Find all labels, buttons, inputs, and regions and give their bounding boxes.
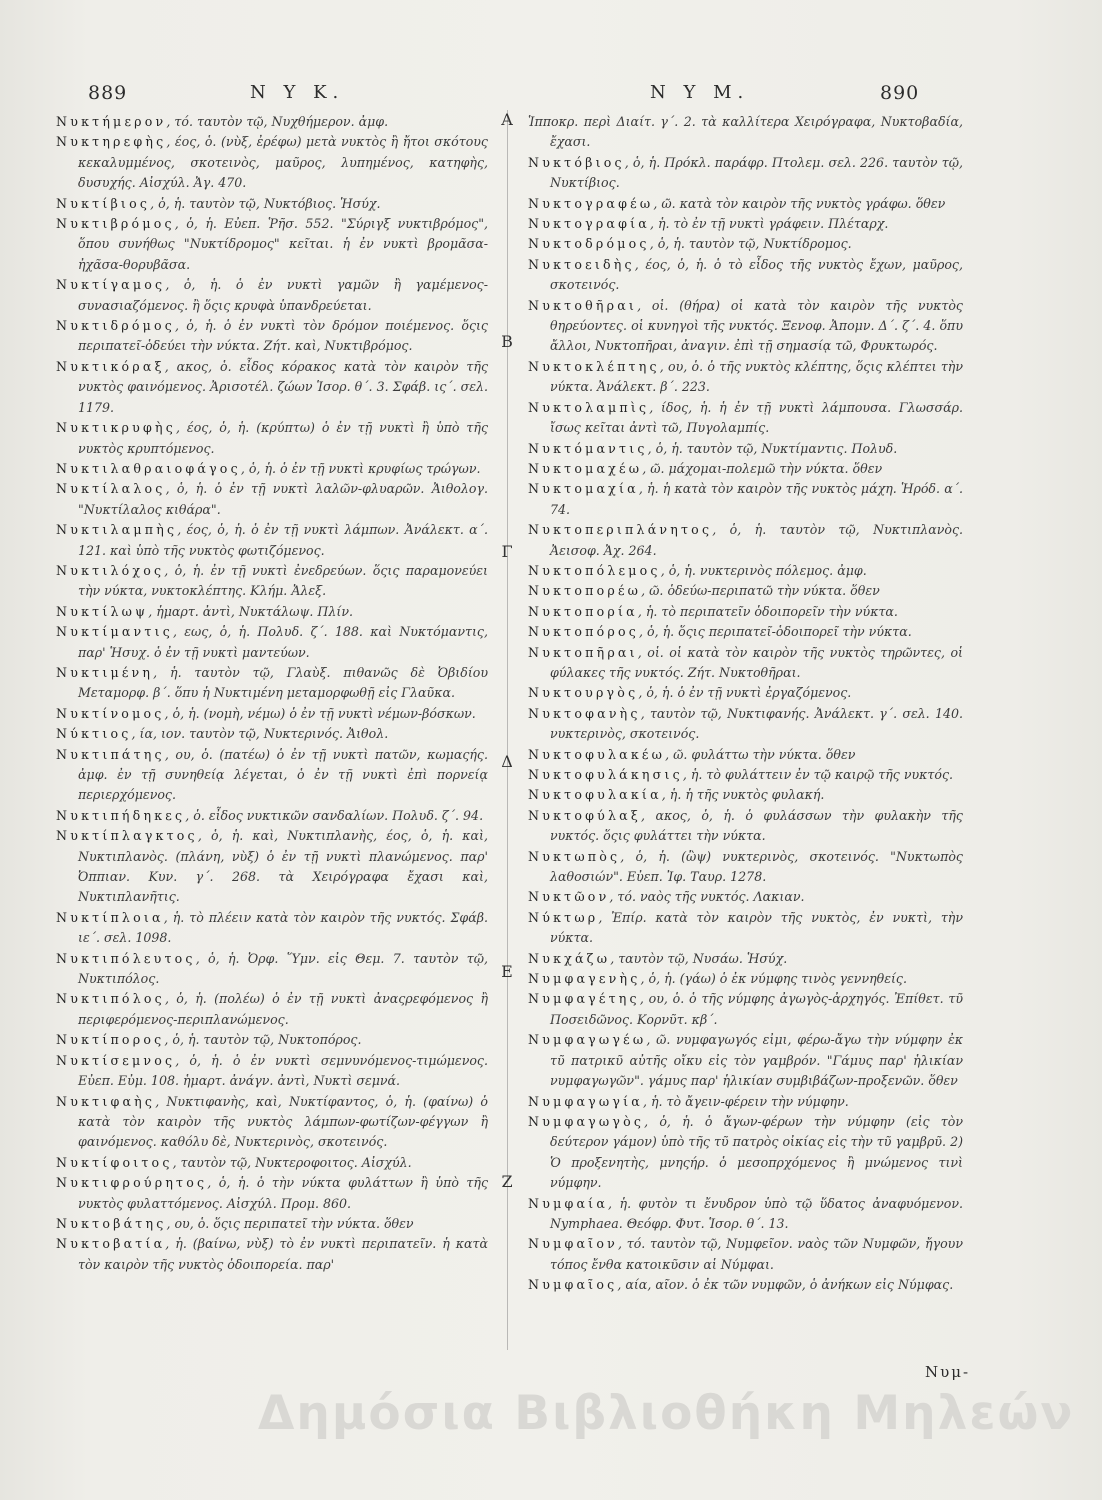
dictionary-entry	[528, 112, 963, 153]
entry-definition: , ἡ. ταυτὸν τῷ, Γλαὺξ. πιθανῶς δὲ Ὀβιδίου Μεταμορφ. β΄. ὅπυ ἡ Νυκτιμένη μεταμορφωθῇ εἰς Γλαῦκα.	[78, 664, 488, 701]
entry-definition: , ὁ, ἡ. ταυτὸν τῷ, Νυκτόβιος. Ἡσύχ.	[150, 195, 381, 211]
entry-definition: , ἡ. τὸ περιπατεῖν ὁδοιπορεῖν τὴν νύκτα.	[637, 603, 898, 619]
dictionary-entry	[528, 194, 963, 214]
entry-definition: , εως, ὁ, ἡ. Πολυδ. ζ΄. 188. καὶ Νυκτόμαντις, παρ' Ἡσυχ. ὁ ἐν τῇ νυκτὶ μαντεύων.	[78, 624, 488, 660]
entry-definition: , ου, ὁ. (πατέω) ὁ ἐν τῇ νυκτὶ πατῶν, κωμαςής. ἀμφ. ἐν τῇ συνηθείᾳ λέγεται, ὁ ἐν τῇ νυκτὶ ἐπὶ πορνείᾳ περιερχόμενος.	[78, 746, 488, 803]
dictionary-entry	[528, 296, 963, 357]
entry-definition: , ἡ. (βαίνω, νὺξ) τὸ ἐν νυκτὶ περιπατεῖν. ἡ κατὰ τὸν καιρὸν τῆς νυκτὸς ὁδοιπορεία. παρ'	[78, 1236, 488, 1272]
entry-definition: , ὁ, ἡ. ταυτὸν τῷ, Νυκτιπλανὸς. Ἀεισοφ. Ἀχ. 264.	[550, 522, 963, 558]
entry-headword: Νυκτήμερον	[56, 114, 167, 129]
entry-definition: , ὁ, ἡ. Πρόκλ. παράφρ. Πτολεμ. σελ. 226. ταυτὸν τῷ, Νυκτίβιος.	[550, 154, 963, 191]
dictionary-entry	[56, 1092, 488, 1153]
entry-headword: Νυκτόμαντις	[528, 440, 648, 456]
entry-definition: , ὁ, ἡ. ὁ ἐν νυκτὶ γαμῶν ἢ γαμέμενος-συνασιαζόμενος. ἢ ὅςις κρυφὰ ὑπανδρεύεται.	[78, 277, 488, 313]
entry-headword: Νυμφαγωγέω	[528, 1032, 647, 1048]
entry-definition: , ὁ, ἡ. ταυτὸν τῷ, Νυκτίμαντις. Πολυδ.	[647, 440, 898, 456]
dictionary-entry	[528, 908, 963, 949]
entry-headword: Νυκτίσεμνος	[56, 1052, 176, 1068]
dictionary-entry	[528, 622, 963, 642]
entry-headword: Νυμφαγωγὸς	[528, 1113, 645, 1129]
dictionary-entry	[56, 357, 488, 418]
entry-definition: , ἡ. τὸ ἄγειν-φέρειν τὴν νύμφην.	[642, 1093, 849, 1109]
dictionary-entry	[56, 622, 488, 663]
dictionary-entry	[56, 602, 488, 622]
entry-definition: , ἡ. τὸ πλέειν κατὰ τὸν καιρὸν τῆς νυκτός. Σφάβ. ιε΄. σελ. 1098.	[78, 909, 488, 946]
entry-definition: , τό. ναὸς τῆς νυκτός. Λακιαν.	[609, 889, 805, 905]
dictionary-entry	[56, 745, 488, 806]
entry-definition: , ίδος, ἡ. ἡ ἐν τῇ νυκτὶ λάμπουσα. Γλωσσάρ. ἴσως κεῖται ἀντὶ τῶ, Πυγολαμπίς.	[550, 399, 963, 436]
entry-headword: Νυκτικόραξ	[56, 358, 165, 374]
dictionary-entry	[528, 520, 963, 561]
entry-headword: Νυκτιπάτης	[56, 746, 165, 762]
dictionary-entry	[56, 479, 488, 520]
entry-headword: Νυκτογραφία	[528, 216, 650, 232]
entry-definition: , ὁ, ἡ. ὅςις περιπατεῖ-ὁδοιπορεῖ τὴν νύκτα.	[639, 624, 912, 640]
entry-definition: , έος, ὁ. (νὺξ, ἐρέφω) μετὰ νυκτὸς ἢ ἤτοι σκότους κεκαλυμμένος, σκοτεινὸς, μαῦρος, λυπημένος, κατηφὴς, δυσυχής. Αἰσχύλ. Ἀγ. 470.	[78, 134, 488, 191]
entry-headword: Νυκτολαμπὶς	[528, 399, 650, 415]
entry-definition: , ὁ, ἡ. (ὢψ) νυκτερινὸς, σκοτεινός. "Νυκτωπὸς λαθοσιών". Εὐεπ. Ἰφ. Ταυρ. 1278.	[550, 848, 963, 885]
entry-headword: Νυμφαία	[528, 1195, 609, 1211]
dictionary-entry	[56, 1051, 488, 1092]
entry-headword: Νυκτομαχέω	[528, 460, 643, 476]
entry-definition: , ὁ, ἡ. ταυτὸν τῷ, Νυκτίδρομος.	[649, 236, 852, 252]
entry-definition: , ὁ, ἡ. ὁ ἐν τῇ νυκτὶ κρυφίως τρώγων.	[240, 460, 481, 476]
page-number-right: 890	[880, 82, 920, 104]
entry-definition: , ὁ, ἡ. (γάω) ὁ ἐκ νύμφης τινὸς γεννηθείς.	[640, 971, 907, 987]
entry-definition: , ὁ, ἡ. ὁ ἐν νυκτὶ σεμνυνόμενος-τιμώμενος. Εὐεπ. Εὐμ. 108. ἡμαρτ. ἀνάγν. ἀντὶ, Νυκτὶ σεμνά.	[78, 1052, 488, 1089]
entry-headword: Νυκτίγαμος	[56, 277, 166, 293]
entry-definition: , ῶ. μάχομαι-πολεμῶ τὴν νύκτα. ὅθεν	[642, 460, 883, 476]
entry-definition: , ὁ, ἡ. (νομὴ, νέμω) ὁ ἐν τῇ νυκτὶ νέμων-βόσκων.	[164, 705, 476, 721]
entry-definition: , ὁ, ἡ. Ὀρφ. Ὕμν. εἰς Θεμ. 7. ταυτὸν τῷ, Νυκτιπόλος.	[78, 950, 488, 987]
entry-headword: Νυκτίπλοια	[56, 909, 164, 925]
entry-headword: Νυκτουργὸς	[528, 685, 639, 701]
entry-definition: , ὁ, ἡ. ὁ ἐν νυκτὶ τὸν δρόμον ποιέμενος. ὅςις περιπατεῖ-ὁδεύει τὴν νύκτα. Ζήτ. καὶ, Νυκτιβρόμος.	[78, 318, 488, 354]
dictionary-entry	[528, 847, 963, 888]
entry-headword: Νυκχάζω	[528, 950, 611, 966]
dictionary-entry	[528, 1234, 963, 1275]
entry-definition: , ὁ, ἡ. ἐν τῇ νυκτὶ ἐνεδρεύων. ὅςις παραμονεύει τὴν νύκτα, νυκτοκλέπτης. Κλήμ. Ἀλεξ.	[78, 562, 488, 599]
entry-definition: , ῶ. νυμφαγωγός εἰμι, φέρω-ἄγω τὴν νύμφην ἐκ τῦ πατρικῦ αὐτῆς οἴκυ εἰς τὸν γαμβρόν. "Γάμυς παρ' ἡλικίαν νυμφαγωγῶν". γάμυς παρ' ἡλικίαν συμβιβάζων-προξενῶν. ὅθεν	[550, 1032, 963, 1089]
dictionary-entry	[528, 806, 963, 847]
section-marker: Γ	[501, 542, 513, 561]
entry-definition: , ὁ, ἡ. ὁ ἄγων-φέρων τὴν νύμφην (εἰς τὸν δεύτερον γάμον) ὑπὸ τῆς τῦ πατρὸς οἰκίας εἰς τὴν τῦ γαμβρῦ. 2) Ὁ προξενητὴς, μνηςήρ. ὁ μεσοπρχόμενος ἢ μνώμενος τινὶ νύμφην.	[550, 1113, 963, 1191]
entry-definition: , αία, αῖον. ὁ ἐκ τῶν νυμφῶν, ὁ ἀνήκων εἰς Νύμφας.	[617, 1277, 954, 1293]
entry-headword: Νυκτοπόλεμος	[528, 562, 661, 578]
entry-headword: Νυκτωπὸς	[528, 848, 621, 864]
dictionary-entry	[56, 418, 488, 459]
entry-definition: , ἡ. ἡ τῆς νυκτὸς φυλακή.	[661, 787, 825, 803]
dictionary-entry	[56, 1153, 488, 1173]
entry-headword: Νυκτοφυλακία	[528, 787, 662, 803]
entry-headword: Νυμφαγενὴς	[528, 971, 641, 987]
entry-definition: , ἡ. ἡ κατὰ τὸν καιρὸν τῆς νυκτὸς μάχη. Ἡρόδ. α΄. 74.	[550, 481, 963, 517]
entry-headword: Νυκτιμένη	[56, 664, 154, 680]
dictionary-entry	[56, 1173, 488, 1214]
entry-headword: Νυκτοδρόμος	[528, 236, 650, 252]
entry-headword: Νυκτίβιος	[56, 195, 151, 211]
entry-headword: Νυκτίφοιτος	[56, 1154, 173, 1170]
entry-definition: , ία, ιον. ταυτὸν τῷ, Νυκτερινός. Ἀιθολ.	[131, 726, 389, 742]
entry-headword: Νυκτιλαμπὴς	[56, 522, 178, 538]
dictionary-entry	[56, 561, 488, 602]
entry-definition: , ῶ. φυλάττω τὴν νύκτα. ὅθεν	[665, 746, 856, 762]
dictionary-entry	[528, 765, 963, 785]
dictionary-entry	[56, 214, 488, 275]
entry-definition: , τό. ταυτὸν τῷ, Νυμφεῖον. ναὸς τῶν Νυμφῶν, ἤγουν τόπος ἔνθα κατοικῦσιν αἱ Νύμφαι.	[550, 1236, 963, 1272]
dictionary-entry	[528, 561, 963, 581]
entry-definition: , ῶ. ὁδεύω-περιπατῶ τὴν νύκτα. ὅθεν	[641, 583, 880, 599]
entry-definition: , ου, ὁ. ὅςις περιπατεῖ τὴν νύκτα. ὅθεν	[166, 1215, 414, 1231]
catchword: Νυμ-	[925, 1363, 971, 1381]
entry-definition: , ἡ. φυτὸν τι ἔνυδρον ὑπὸ τῷ ὕδατος ἀναφυόμενον. Nymphaea. Θεόφρ. Φυτ. Ἱσορ. θ΄. 13.	[550, 1195, 963, 1231]
dictionary-entry	[528, 887, 963, 907]
dictionary-entry	[528, 398, 963, 439]
dictionary-entry	[528, 683, 963, 703]
entry-definition: , ῶ. κατὰ τὸν καιρὸν τῆς νυκτὸς γράφω. ὅθεν	[653, 195, 946, 211]
entry-headword: Νυκτίπορος	[56, 1032, 165, 1048]
entry-headword: Νυκτομαχία	[528, 481, 639, 497]
entry-headword: Νυκτίμαντις	[56, 624, 173, 640]
entry-definition: , ταυτὸν τῷ, Νυκτιφανής. Ἀνάλεκτ. γ΄. σελ. 140. νυκτερινὸς, σκοτεινός.	[550, 705, 963, 742]
running-head-right: Ν Υ Μ.	[650, 82, 750, 103]
entry-definition: , ὁ, ἡ. καὶ, Νυκτιπλανὴς, έος, ὁ, ἡ. καὶ, Νυκτιπλανὸς. (πλάνη, νὺξ) ὁ ἐν τῇ νυκτὶ πλανώμενος. παρ' Ὀππιαν. Κυν. γ΄. 268. τὰ Χειρόγραφα ἔχασι καὶ, Νυκτιπλανῆτις.	[78, 828, 488, 905]
dictionary-entry	[56, 1214, 488, 1234]
dictionary-entry	[528, 602, 963, 622]
entry-definition: , ακος, ὁ. εἶδος κόρακος κατὰ τὸν καιρὸν τῆς νυκτὸς φαινόμενος. Ἀρισοτέλ. ζώων Ἱσορ. θ΄. 3. Σφάβ. ις΄. σελ. 1179.	[78, 358, 488, 415]
entry-headword: Νυκτοβατία	[56, 1236, 166, 1252]
section-marker: Ζ	[501, 1172, 513, 1191]
dictionary-entry	[528, 459, 963, 479]
entry-headword: Νυκτοφύλαξ	[528, 807, 641, 823]
dictionary-entry	[528, 969, 963, 989]
entry-definition: , ὁ, ἡ. ταυτὸν τῷ, Νυκτοπόρος.	[164, 1032, 362, 1048]
dictionary-entry	[528, 234, 963, 254]
dictionary-entry	[56, 275, 488, 316]
entry-definition: , ὁ. εἶδος νυκτικῶν σανδαλίων. Πολυδ. ζ΄. 94.	[185, 807, 484, 823]
entry-headword: Νυκτοφυλακέω	[528, 746, 666, 762]
entry-definition: , ταυτὸν τῷ, Νυκτεροφοιτος. Αἰσχύλ.	[172, 1154, 412, 1170]
dictionary-entry	[528, 153, 963, 194]
entry-headword: Νυκτοφυλάκησις	[528, 767, 683, 782]
right-column	[528, 112, 963, 1296]
section-marker: Δ	[501, 752, 513, 771]
entry-headword: Νυκτιβρόμος	[56, 216, 175, 232]
entry-definition: , ὁ, ἡ. ὁ ἐν τῇ νυκτὶ λαλῶν-φλυαρῶν. Ἀιθολογ. "Νυκτίλαλος κιθάρα".	[78, 481, 488, 517]
dictionary-entry	[56, 194, 488, 214]
entry-headword: Νυκτόβιος	[528, 154, 625, 170]
entry-headword: Νυκτικρυφὴς	[56, 420, 176, 436]
entry-headword: Νυκτιλόχος	[56, 562, 165, 578]
entry-headword: Νυμφαγέτης	[528, 991, 640, 1007]
entry-headword: Νυκτιπόλευτος	[56, 950, 196, 966]
entry-headword: Νυμφαῖος	[528, 1277, 618, 1293]
dictionary-entry	[528, 357, 963, 398]
entry-definition: , ακος, ὁ, ἡ. ὁ φυλάσσων τὴν φυλακὴν τῆς νυκτός. ὅςις φυλάττει τὴν νύκτα.	[550, 807, 963, 844]
entry-headword: Νυκτογραφέω	[528, 195, 654, 211]
entry-headword: Νυκτοθῆραι	[528, 297, 638, 313]
entry-definition: , ὁ, ἡ. νυκτερινὸς πόλεμος. ἀμφ.	[660, 562, 867, 578]
dictionary-entry	[528, 255, 963, 296]
entry-definition: , οἱ. (θήρα) οἱ κατὰ τὸν καιρὸν τῆς νυκτὸς θηρεύοντες. οἱ κυνηγοὶ τῆς νυκτός. Ξενοφ. Ἀπομν. Δ΄. ζ΄. 4. ὅπυ ἄλλοι, Νυκτοπῆραι, ἀναγιν. ἐπὶ τῇ σημασίᾳ τῶ, Φρυκτωρός.	[550, 297, 963, 354]
entry-definition: , ἡ. τὸ φυλάττειν ἐν τῷ καιρῷ τῆς νυκτός.	[682, 767, 954, 782]
dictionary-entry	[528, 1092, 963, 1112]
entry-headword: Νυκτοειδὴς	[528, 256, 635, 272]
dictionary-entry	[528, 745, 963, 765]
entry-headword: Νυκτιδρόμος	[56, 318, 176, 334]
entry-definition: , ὁ, ἡ. Εὐεπ. Ῥῆσ. 552. "Σύριγξ νυκτιβρόμος", ὅπου συνήθως "Νυκτίδρομος" κεῖται. ἡ ἐν νυκτὶ βρομᾶσα-ἠχᾶσα-θορυβᾶσα.	[78, 216, 488, 272]
dictionary-entry	[528, 1194, 963, 1235]
dictionary-entry	[56, 806, 488, 826]
entry-headword: Νυκτοπορέω	[528, 583, 642, 599]
dictionary-entry	[56, 316, 488, 357]
entry-headword: Νυκτῶον	[528, 889, 610, 905]
entry-headword: Νυκτιφαὴς	[56, 1093, 156, 1109]
entry-definition: , ου, ὁ. ὁ τῆς νύμφης ἀγωγὸς-ἀρχηγός. Ἐπίθετ. τῦ Ποσειδῶνος. Κορνῦτ. κβ΄.	[550, 991, 963, 1027]
entry-headword: Νυκτοβάτης	[56, 1215, 167, 1231]
entry-definition: Ἱπποκρ. περὶ Διαίτ. γ΄. 2. τὰ καλλίτερα Χειρόγραφα, Νυκτοβαδία, ἔχασι.	[528, 114, 963, 150]
entry-headword: Νυκτηρεφὴς	[56, 134, 167, 150]
entry-definition: , Ἐπίρ. κατὰ τὸν καιρὸν τῆς νυκτὸς, ἐν νυκτὶ, τὴν νύκτα.	[550, 909, 963, 946]
entry-headword: Νυκτίπλαγκτος	[56, 828, 198, 844]
dictionary-entry	[56, 520, 488, 561]
entry-definition: , ταυτὸν τῷ, Νυσάω. Ἡσύχ.	[610, 950, 788, 966]
dictionary-entry	[528, 704, 963, 745]
dictionary-entry	[56, 908, 488, 949]
dictionary-entry	[528, 989, 963, 1030]
section-marker: Α	[501, 110, 513, 129]
dictionary-entry	[528, 949, 963, 969]
entry-headword: Νυκτοκλέπτης	[528, 358, 660, 374]
dictionary-entry	[56, 459, 488, 479]
page-number-left: 889	[88, 82, 128, 104]
entry-definition: , έος, ὁ, ἡ. (κρύπτω) ὁ ἐν τῇ νυκτὶ ἢ ὑπὸ τῆς νυκτὸς κρυπτόμενος.	[78, 420, 488, 456]
entry-headword: Νυκτοπόρος	[528, 624, 639, 640]
entry-headword: Νυκτοπῆραι	[528, 644, 638, 660]
running-head-left: Ν Υ Κ.	[250, 82, 345, 103]
entry-definition: , τό. ταυτὸν τῷ, Νυχθήμερον. ἀμφ.	[166, 114, 389, 129]
left-column	[56, 112, 488, 1275]
column-rule	[507, 110, 508, 1350]
entry-definition: , ὁ, ἡ. ὁ ἐν τῇ νυκτὶ ἐργαζόμενος.	[638, 685, 852, 701]
entry-definition: , ἡ. τὸ ἐν τῇ νυκτὶ γράφειν. Πλέταρχ.	[650, 216, 889, 232]
entry-headword: Νυκτιφρούρητος	[56, 1175, 208, 1191]
dictionary-entry	[528, 439, 963, 459]
dictionary-entry	[56, 1030, 488, 1050]
entry-headword: Νυκτίνομος	[56, 705, 165, 721]
entry-headword: Νυκτιπήδηκες	[56, 807, 186, 823]
entry-headword: Νυκτιλαθραιοφάγος	[56, 460, 241, 476]
section-marker: Β	[501, 332, 513, 351]
entry-definition: , ὁ, ἡ. ὁ τὴν νύκτα φυλάττων ἢ ὑπὸ τῆς νυκτὸς φυλαττόμενος. Αἰσχύλ. Προμ. 860.	[78, 1175, 488, 1211]
entry-headword: Νυκτιπόλος	[56, 991, 165, 1007]
entry-headword: Νυκτοφανὴς	[528, 705, 641, 721]
entry-definition: , ἡμαρτ. ἀντὶ, Νυκτάλωψ. Πλίν.	[148, 603, 353, 619]
entry-headword: Νυκτοπεριπλάνητος	[528, 522, 713, 538]
entry-definition: , Νυκτιφανὴς, καὶ, Νυκτίφαντος, ὁ, ἡ. (φαίνω) ὁ κατὰ τὸν καιρὸν τῆς νυκτὸς λάμπων-φωτίζων-φέγγων ἢ φαινόμενος. καθόλυ δὲ, Νυκτερινὸς, σκοτεινός.	[78, 1093, 488, 1150]
dictionary-entry	[56, 724, 488, 744]
dictionary-entry	[528, 1030, 963, 1091]
entry-headword: Νυμφαγωγία	[528, 1093, 643, 1109]
entry-definition: , ου, ὁ. ὁ τῆς νυκτὸς κλέπτης, ὅςις κλέπτει τὴν νύκτα. Ἀνάλεκτ. β΄. 223.	[550, 358, 963, 395]
entry-headword: Νυκτοπορία	[528, 603, 638, 619]
dictionary-entry	[56, 949, 488, 990]
dictionary-entry	[528, 214, 963, 234]
dictionary-entry	[56, 663, 488, 704]
dictionary-entry	[528, 479, 963, 520]
section-marker: Ε	[501, 962, 513, 981]
dictionary-entry	[56, 132, 488, 193]
dictionary-entry	[528, 643, 963, 684]
entry-headword: Νυμφαῖον	[528, 1236, 618, 1252]
entry-headword: Νυκτίλωψ	[56, 603, 149, 619]
entry-definition: , οἱ. οἱ κατὰ τὸν καιρὸν τῆς νυκτὸς τηρῶντες, οἱ φύλακες τῆς νυκτός. Ζήτ. Νυκτοθῆραι.	[550, 644, 963, 680]
dictionary-entry	[56, 112, 488, 132]
entry-headword: Νύκτιος	[56, 726, 132, 742]
dictionary-entry	[56, 1234, 488, 1275]
dictionary-entry	[528, 785, 963, 805]
dictionary-entry	[56, 704, 488, 724]
dictionary-entry	[528, 1112, 963, 1194]
entry-definition: , έος, ὁ, ἡ. ὁ ἐν τῇ νυκτὶ λάμπων. Ἀνάλεκτ. α΄. 121. καὶ ὑπὸ τῆς νυκτὸς φωτιζόμενος.	[78, 522, 488, 558]
entry-headword: Νύκτωρ	[528, 909, 599, 925]
dictionary-entry	[528, 1275, 963, 1295]
dictionary-entry	[528, 581, 963, 601]
entry-definition: , ὁ, ἡ. (πολέω) ὁ ἐν τῇ νυκτὶ ἀναςρεφόμενος ἢ περιφερόμενος-περιπλανώμενος.	[78, 991, 488, 1027]
dictionary-entry	[56, 826, 488, 908]
entry-definition: , έος, ὁ, ἡ. ὁ τὸ εἶδος τῆς νυκτὸς ἔχων, μαῦρος, σκοτεινός.	[550, 256, 963, 293]
entry-headword: Νυκτίλαλος	[56, 481, 166, 497]
library-watermark: Δημόσια Βιβλιοθήκη Μηλεών	[258, 1386, 1075, 1441]
dictionary-entry	[56, 989, 488, 1030]
